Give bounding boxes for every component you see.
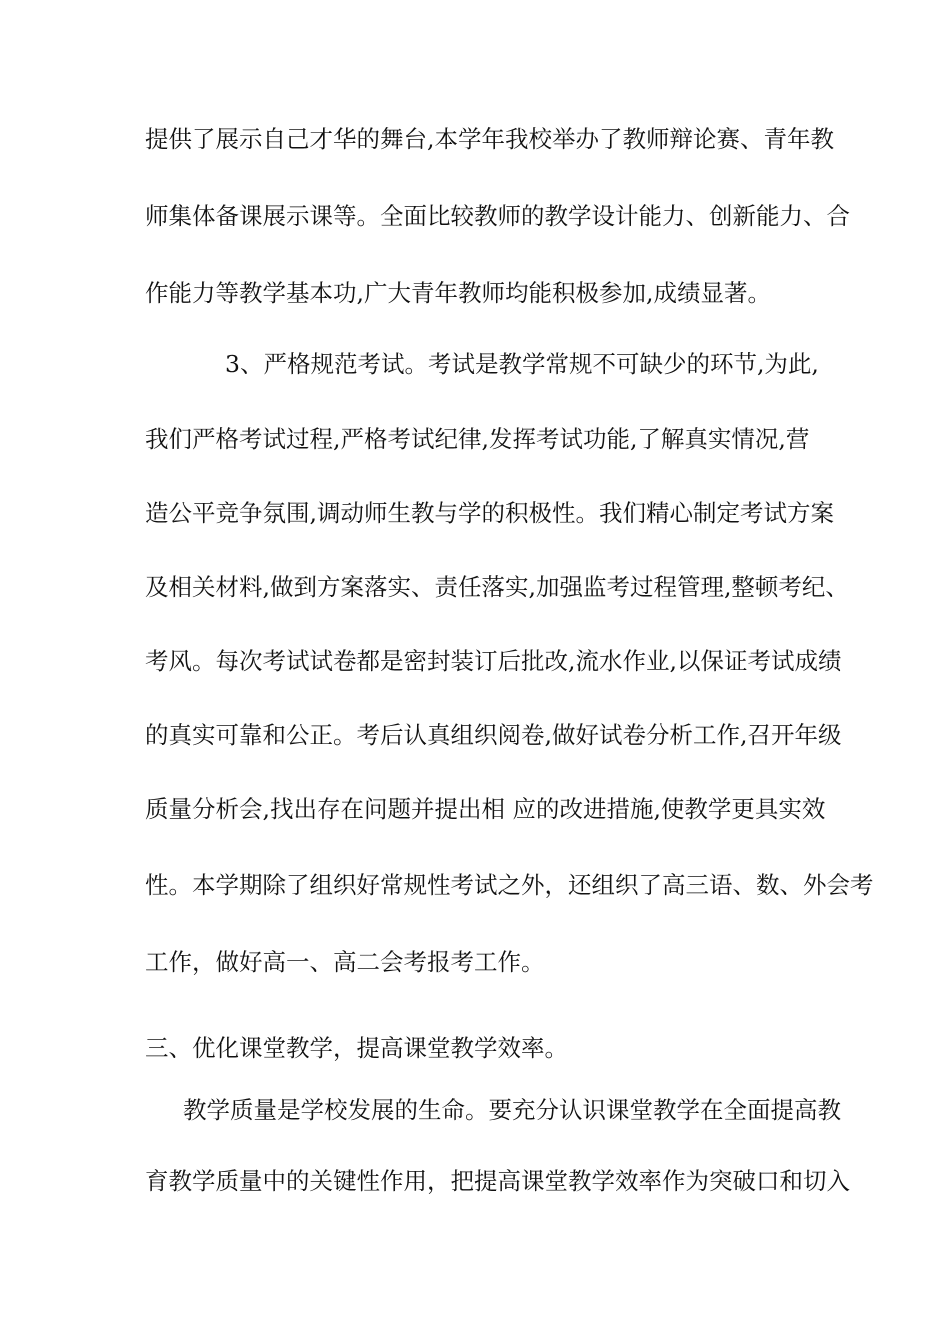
paragraph-line-12: 工作，做好高一、高二会考报考工作。 [145,948,545,976]
paragraph-line-1: 提供了展示自己才华的舞台,本学年我校举办了教师辩论赛、青年教 [145,125,834,153]
paragraph-line-3: 作能力等教学基本功,广大青年教师均能积极参加,成绩显著。 [145,279,771,307]
paragraph-line-11: 性。本学期除了组织好常规性考试之外，还组织了高三语、数、外会考 [145,871,874,899]
paragraph-line-15: 育教学质量中的关键性作用，把提高课堂教学效率作为突破口和切入 [145,1167,850,1195]
paragraph-line-7: 及相关材料,做到方案落实、责任落实,加强监考过程管理,整顿考纪、 [145,573,849,601]
paragraph-line-5: 我们严格考试过程,严格考试纪律,发挥考试功能,了解真实情况,营 [145,425,810,453]
paragraph-line-2: 师集体备课展示课等。全面比较教师的教学设计能力、创新能力、合 [145,202,850,230]
paragraph-line-8: 考风。每次考试试卷都是密封装订后批改,流水作业,以保证考试成绩 [145,647,842,675]
paragraph-line-10: 质量分析会,找出存在问题并提出相 应的改进措施,使教学更具实效 [145,795,826,823]
paragraph-line-14: 教学质量是学校发展的生命。要充分认识课堂教学在全面提高教 [183,1096,841,1124]
paragraph-line-6: 造公平竞争氛围,调动师生教与学的积极性。我们精心制定考试方案 [145,499,834,527]
section-heading-3: 三、优化课堂教学，提高课堂教学效率。 [145,1034,568,1062]
section-item-3-heading: 3、严格规范考试。考试是教学常规不可缺少的环节,为此, [225,350,819,378]
paragraph-line-9: 的真实可靠和公正。考后认真组织阅卷,做好试卷分析工作,召开年级 [145,721,842,749]
